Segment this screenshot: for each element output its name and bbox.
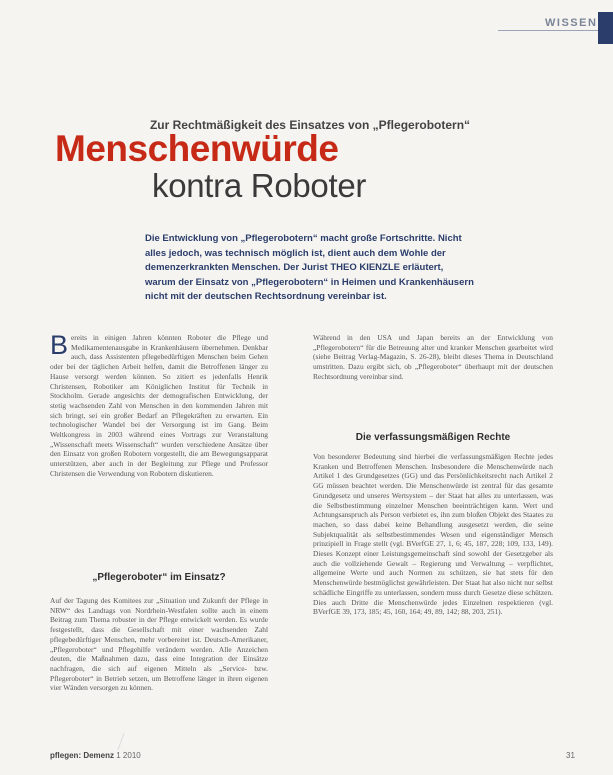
section-label: WISSEN	[545, 17, 598, 29]
column-left-intro	[50, 330, 268, 479]
footer-magazine	[50, 751, 141, 760]
section-rule	[498, 30, 602, 31]
column-left-paragraph-2: Auf der Tagung des Komitees zur „Situation und Zukunft der Pflege in NRW“ des Landtags von Nordrhein-Westfalen sollte auch in einem Beitrag zum Thema robuster in der Pflege entwickelt werden. Es wurde festgestellt, dass die Gesellschaft mit einer wachsenden Zahl pflegebedürftiger Menschen, mehr vorbereitet ist. Deutsch-Amerikaner, „Pflegeroboter“ und Pflegehilfe verändern werden. Alle Anzeichen deuten, die Maßnahmen dazu, dass eine Integration der Einsätze nachfragen, die sich auf eigenen Mitteln als „Service- bzw. Pflegeroboter“ in Betrieb setzen, um Betroffene länger in ihren eigenen vier Wänden versorgen zu können.	[50, 596, 268, 693]
page-number: 31	[566, 751, 575, 760]
article-lead: Die Entwicklung von „Pflegerobotern“ macht große Fortschritte. Nicht alles jedoch, was technisch möglich ist, dient auch dem Wohle der demenzerkrankten Menschen. Der Jurist THEO KIENZLE erläutert, warum der Einsatz von „Pflegerobotern“ in Heimen und Krankenhäusern nicht mit der deutschen Rechtsordnung vereinbar ist.	[145, 233, 474, 303]
article-title-line1: Menschenwürde	[55, 128, 339, 169]
subheading-left: „Pflegeroboter“ im Einsatz?	[92, 572, 226, 583]
article-title-line2: kontra Roboter	[152, 167, 367, 204]
column-right-paragraph-2: Von besonderer Bedeutung sind hierbei die verfassungsmäßigen Rechte jedes Kranken und Betroffenen Menschen. Insbesondere die Menschenwürde nach Artikel 1 des Grundgesetzes (GG) und das Persönlichkeitsrecht nach Artikel 2 GG müssen beachtet werden. Die Menschenwürde ist zentral für das gesamte Grundgesetz und unseres Wertsystem – der Staat hat alles zu unterlassen, was die Selbstbestimmung einzelner Menschen beeinträchtigen kann. Wert und Achtungsanspruch als Person verbietet es, ihn zum bloßen Objekt des Staates zu machen, so dass dabei keine Behandlung ausgesetzt werden, die seine Subjektqualität als selbstbestimmendes Wesen und eigenständiger Mensch prinzipiell in Frage stellt (vgl. BVerfGE 27, 1, 6; 45, 187, 228; 109, 133, 149). Dieses Konzept einer Leistungsgemeinschaft sind sowohl der Gesetzgeber als auch die vollziehende Gewalt – Regierung und Verwaltung – verpflichtet, allgemeine Werte und auch Normen zu schützen, sie hat stets für den Menschenwürde bestmöglichst gewährleisten. Der Staat hat also nicht nur selbst schädliche Eingriffe zu unterlassen, sondern muss durch Gesetze diese schützen. Dies auch Dritte die Menschenwürde jedes Einzelnen respektieren (vgl. BVerfGE 39, 173, 185; 45, 160, 164; 49, 89, 142; 88, 203, 251).	[313, 452, 553, 617]
drop-cap: B	[50, 330, 69, 360]
section-tab	[598, 12, 613, 44]
footer-issue: 1 2010	[116, 751, 141, 760]
column-right-paragraph-1: Während in den USA und Japan bereits an der Entwicklung von „Pflegerobotern“ für die Betreuung alter und kranker Menschen gearbeitet wird (siehe Beitrag Verlag-Magazin, S. 26-28), bleibt dieses Thema in Deutschland umstritten. Dazu ergibt sich, ob „Pflegeroboter“ überhaupt mit der deutschen Rechtsordnung vereinbar sind.	[313, 333, 553, 381]
column-left-paragraph-1: ereits in einigen Jahren könnten Roboter die Pflege und Medikamentenausgabe in Krankenhäusern übernehmen. Denkbar auch, dass Assistenten pflegebedürftigen Menschen beim Gehen oder bei der täglichen Arbeit helfen, damit die Betroffenen länger zu Hause versorgt werden können. So zitiert es jedenfalls Henrik Christensen, Robotiker am Königlichen Institut für Technik in Stockholm. Gerade angesichts der demografischen Entwicklung, der stetig wachsenden Zahl von Menschen in den kommenden Jahren mit sich bringt, sei ein großer Bedarf an Pflegekräften zu erwarten. Ein technologischer Wandel bei der Versorgung ist im Gang. Beim Weltkongress in 2003 während eines Vortrags zur Veranstaltung „Wissenschaft meets Wissenschaft“ wurden verschiedene Ansätze über den Einsatz von großen Robotern vorgestellt, die am Bewegungsapparat unterstützen, aber auch in der Begleitung zur Pflege und Professor Christensen die Verwendung von Robotern diskutieren.	[50, 333, 268, 478]
subheading-right: Die verfassungsmäßigen Rechte	[355, 432, 511, 443]
article-kicker: Zur Rechtmäßigkeit des Einsatzes von „Pflegerobotern“	[149, 118, 471, 132]
footer-magazine-name: pflegen: Demenz	[50, 751, 115, 760]
